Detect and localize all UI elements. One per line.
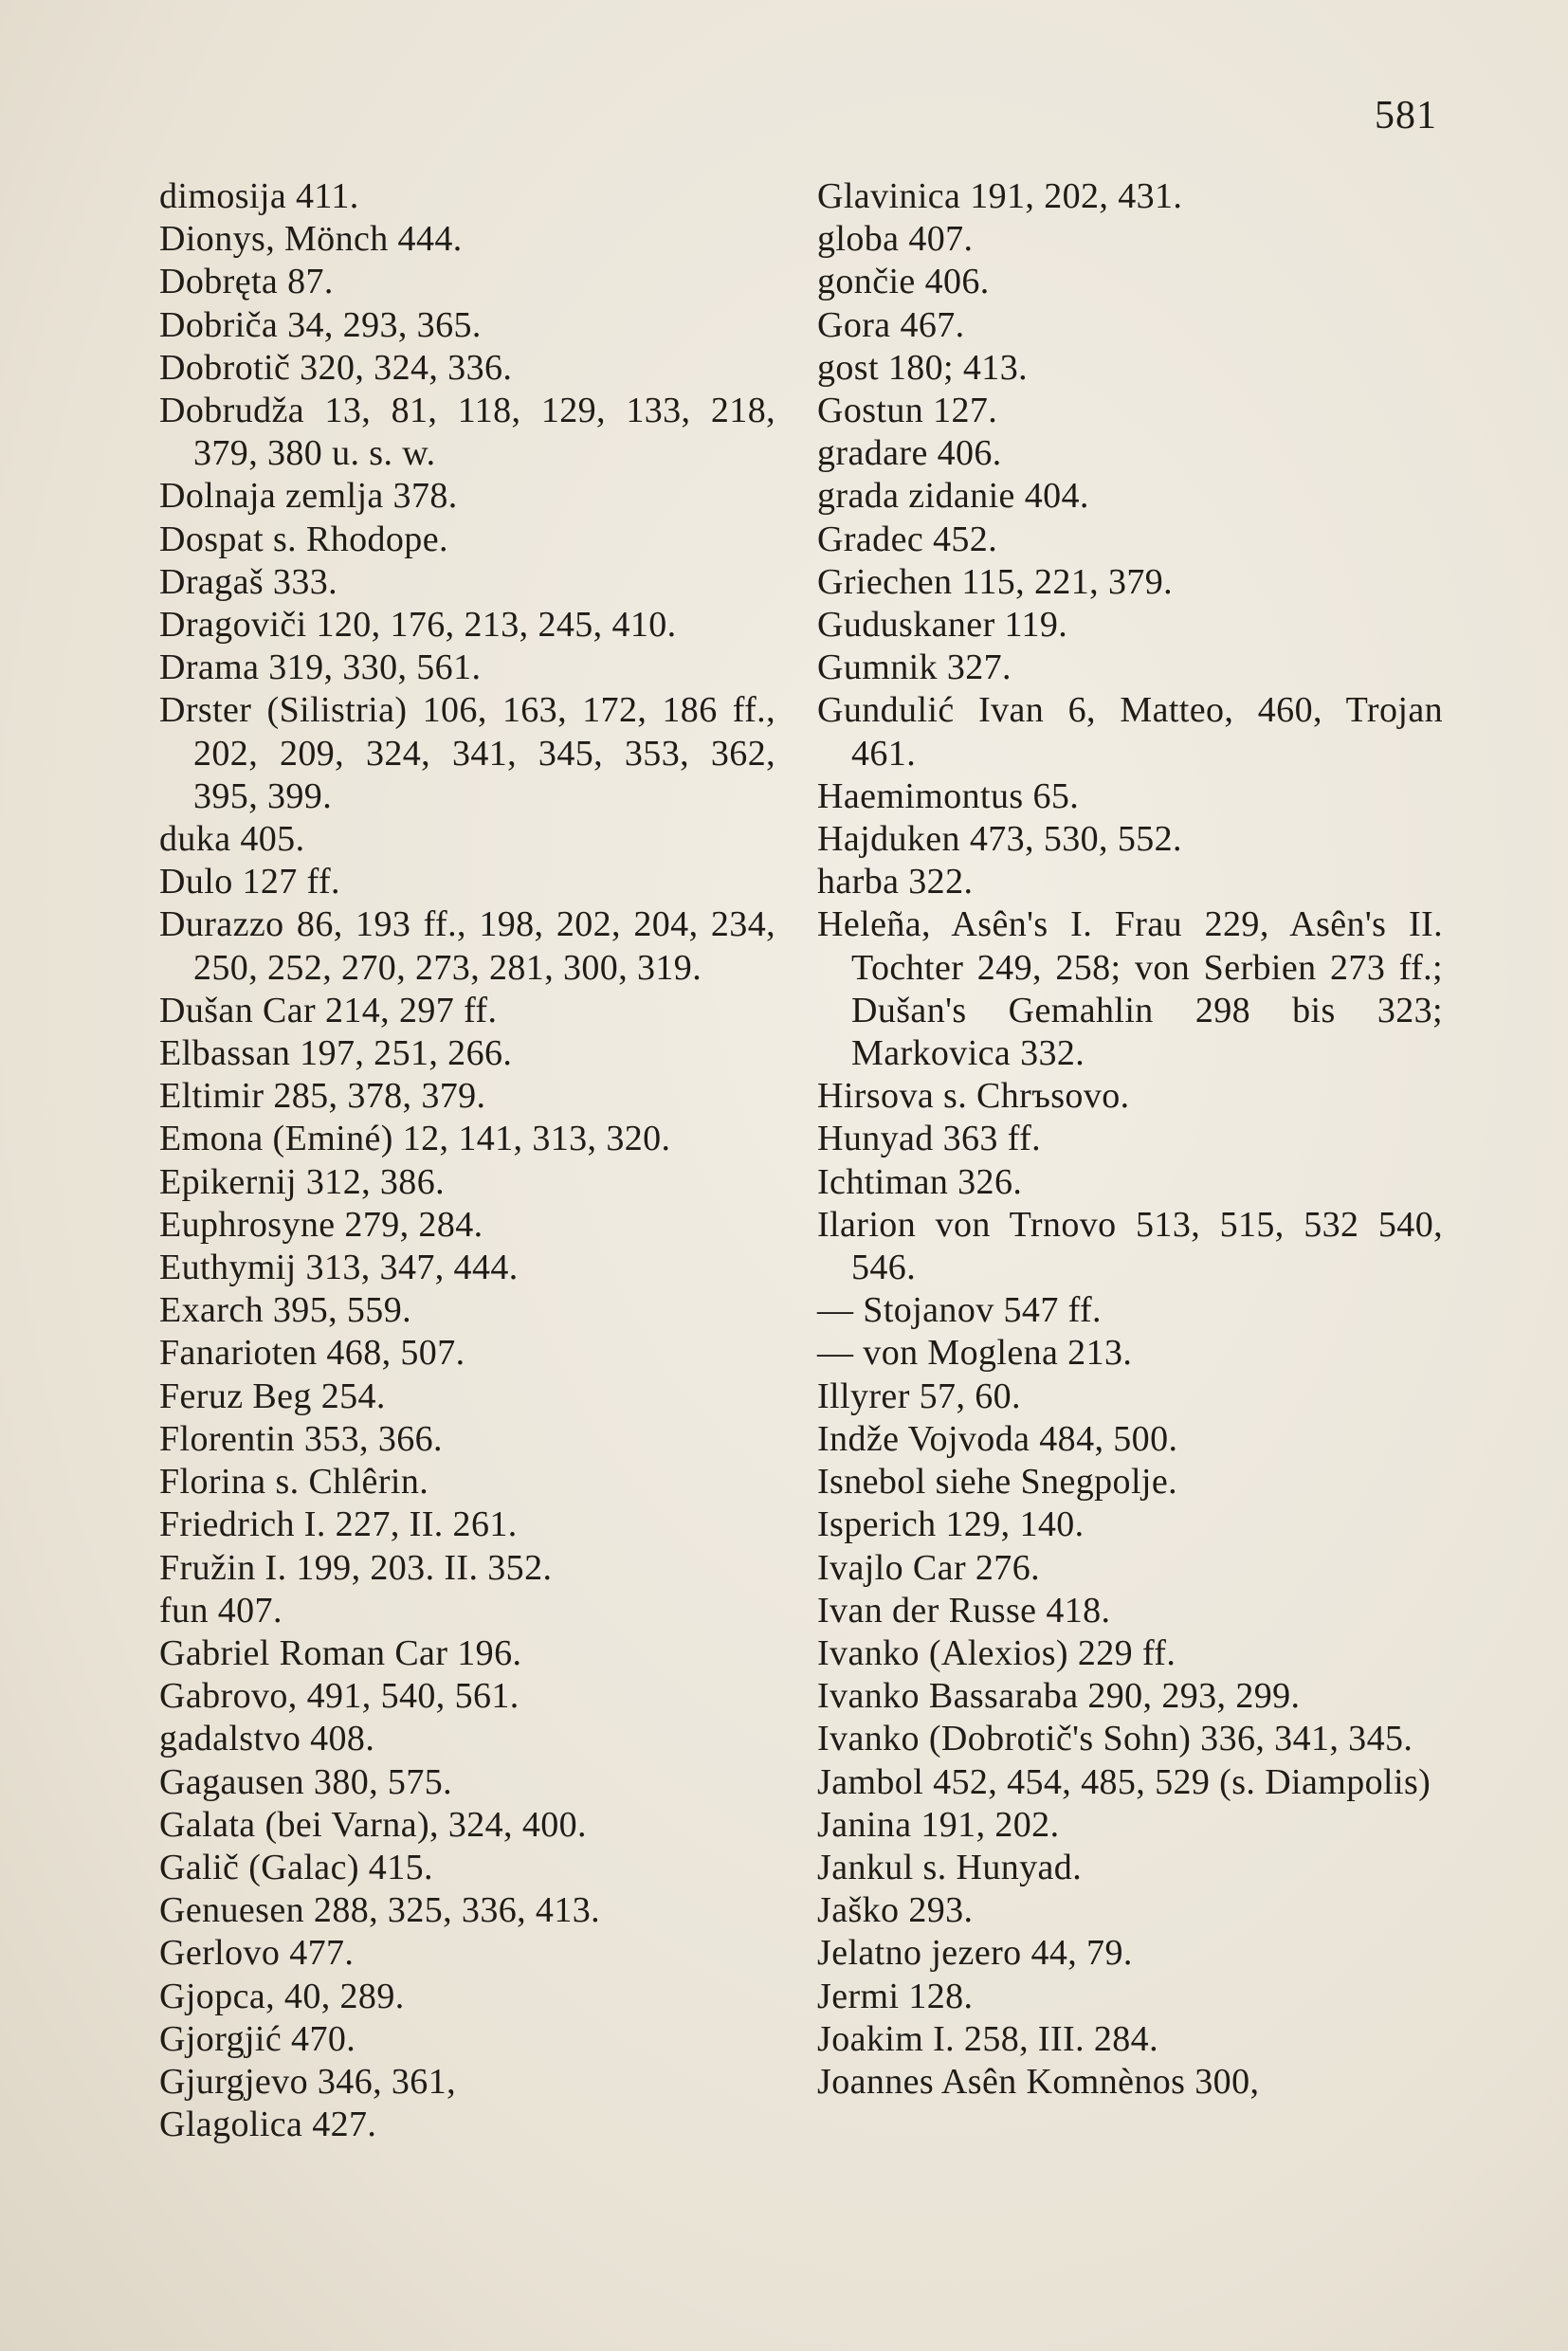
index-entry: Eltimir 285, 378, 379. xyxy=(159,1076,486,1117)
index-entry: Dionys, Mönch 444. xyxy=(159,219,463,260)
index-entry: Gabrovo, 491, 540, 561. xyxy=(159,1676,520,1717)
index-entry: Jankul s. Hunyad. xyxy=(817,1847,1083,1887)
index-entry: fun 407. xyxy=(159,1590,283,1631)
index-entry: Gundulić Ivan 6, Matteo, 460, Trojan 461. xyxy=(817,690,1443,774)
index-entry: Gostun 127. xyxy=(817,391,998,431)
index-entry: Gradec 452. xyxy=(817,519,998,559)
index-entry: — Stojanov 547 ff. xyxy=(817,1290,1102,1331)
index-entry: Dulo 127 ff. xyxy=(159,862,340,902)
index-entry: Janina 191, 202. xyxy=(817,1804,1060,1845)
index-entry: Gora 467. xyxy=(817,304,965,345)
index-entry: Galata (bei Varna), 324, 400. xyxy=(159,1804,587,1845)
index-column-right xyxy=(817,175,1443,2104)
index-entry: harba 322. xyxy=(817,862,974,902)
index-entry: Dospat s. Rhodope. xyxy=(159,519,448,559)
index-entry: Fružin I. 199, 203. II. 352. xyxy=(159,1547,553,1588)
index-entry: Ivajlo Car 276. xyxy=(817,1547,1041,1588)
index-entry: Glavinica 191, 202, 431. xyxy=(817,176,1183,216)
index-entry: gončie 406. xyxy=(817,262,990,302)
index-entry: Guduskaner 119. xyxy=(817,605,1068,646)
index-entry: Isnebol siehe Snegpolje. xyxy=(817,1462,1178,1503)
index-entry: Isperich 129, 140. xyxy=(817,1504,1085,1545)
index-entry: Gjurgjevo 346, 361, xyxy=(159,2061,456,2102)
index-entry: Hunyad 363 ff. xyxy=(817,1119,1042,1159)
index-entry: Gumnik 327. xyxy=(817,647,1012,688)
index-entry: Ichtiman 326. xyxy=(817,1161,1023,1202)
index-entry: Dragaš 333. xyxy=(159,561,338,602)
index-entry: Dolnaja zemlja 378. xyxy=(159,476,458,517)
index-entry: Durazzo 86, 193 ff., 198, 202, 204, 234, 250, 252, 270, 273, 281, 300, 319. xyxy=(159,904,775,988)
index-entry: Florina s. Chlêrin. xyxy=(159,1462,429,1503)
index-entry: Ivan der Russe 418. xyxy=(817,1590,1111,1631)
index-entry: dimosija 411. xyxy=(159,176,359,216)
index-entry: Hirsova s. Chrъsovo. xyxy=(817,1076,1130,1117)
index-entry: Ivanko Bassaraba 290, 293, 299. xyxy=(817,1676,1301,1717)
index-entry: Joakim I. 258, III. 284. xyxy=(817,2018,1158,2059)
index-entry: Dragoviči 120, 176, 213, 245, 410. xyxy=(159,605,677,646)
index-entry: Florentin 353, 366. xyxy=(159,1418,443,1459)
index-entry: Ivanko (Alexios) 229 ff. xyxy=(817,1632,1176,1673)
index-entry: Friedrich I. 227, II. 261. xyxy=(159,1504,518,1545)
index-entry: gadalstvo 408. xyxy=(159,1719,375,1759)
index-entry: Ivanko (Dobrotič's Sohn) 336, 341, 345. xyxy=(817,1719,1413,1759)
index-entry: Dobrudža 13, 81, 118, 129, 133, 218, 379, 380 u. s. w. xyxy=(159,391,775,474)
index-entry: gradare 406. xyxy=(817,433,1002,474)
index-entry: Fanarioten 468, 507. xyxy=(159,1333,465,1374)
index-entry: Drama 319, 330, 561. xyxy=(159,647,482,688)
index-entry: Joannes Asên Komnènos 300, xyxy=(817,2061,1260,2102)
index-entry: Dobrotič 320, 324, 336. xyxy=(159,347,513,388)
index-entry: globa 407. xyxy=(817,219,974,260)
index-entry: Epikernij 312, 386. xyxy=(159,1161,446,1202)
index-entry: Euthymij 313, 347, 444. xyxy=(159,1248,519,1288)
index-entry: Gjorgjić 470. xyxy=(159,2018,356,2059)
index-entry: Galič (Galac) 415. xyxy=(159,1847,433,1887)
index-entry: grada zidanie 404. xyxy=(817,476,1089,517)
index-entry: duka 405. xyxy=(159,819,305,860)
index-entry: Jermi 128. xyxy=(817,1976,974,2016)
index-entry: Gerlovo 477. xyxy=(159,1933,355,1974)
index-entry: Dobriča 34, 293, 365. xyxy=(159,304,482,345)
index-entry: Indže Vojvoda 484, 500. xyxy=(817,1418,1178,1459)
index-entry: — von Moglena 213. xyxy=(817,1333,1133,1374)
index-entry: Heleña, Asên's I. Frau 229, Asên's II. Tochter 249, 258; von Serbien 273 ff.; Dušan's Gemahlin 298 bis 323; Markovica 332. xyxy=(817,904,1443,1074)
index-column-left xyxy=(159,175,775,2146)
index-entry: Genuesen 288, 325, 336, 413. xyxy=(159,1890,601,1931)
index-entry: gost 180; 413. xyxy=(817,347,1029,388)
page-number: 581 xyxy=(1375,94,1437,137)
index-entry: Dušan Car 214, 297 ff. xyxy=(159,990,498,1030)
index-entry: Feruz Beg 254. xyxy=(159,1376,386,1416)
index-entry: Dobręta 87. xyxy=(159,262,334,302)
index-entry: Emona (Eminé) 12, 141, 313, 320. xyxy=(159,1119,671,1159)
index-entry: Gagausen 380, 575. xyxy=(159,1761,453,1802)
index-entry: Exarch 395, 559. xyxy=(159,1290,411,1331)
index-entry: Gabriel Roman Car 196. xyxy=(159,1632,522,1673)
index-entry: Elbassan 197, 251, 266. xyxy=(159,1033,513,1074)
index-entry: Illyrer 57, 60. xyxy=(817,1376,1021,1416)
index-entry: Euphrosyne 279, 284. xyxy=(159,1204,483,1245)
index-entry: Jaško 293. xyxy=(817,1890,974,1931)
index-entry: Gjopca, 40, 289. xyxy=(159,1976,405,2016)
index-entry: Griechen 115, 221, 379. xyxy=(817,561,1174,602)
index-entry: Glagolica 427. xyxy=(159,2105,377,2145)
index-entry: Jelatno jezero 44, 79. xyxy=(817,1933,1133,1974)
index-entry: Jambol 452, 454, 485, 529 (s. Diampolis) xyxy=(817,1761,1431,1802)
index-entry: Hajduken 473, 530, 552. xyxy=(817,819,1182,860)
index-entry: Haemimontus 65. xyxy=(817,775,1080,816)
index-entry: Drster (Silistria) 106, 163, 172, 186 ff., 202, 209, 324, 341, 345, 353, 362, 395, 399. xyxy=(159,690,775,816)
index-entry: Ilarion von Trnovo 513, 515, 532 540, 546. xyxy=(817,1204,1443,1288)
